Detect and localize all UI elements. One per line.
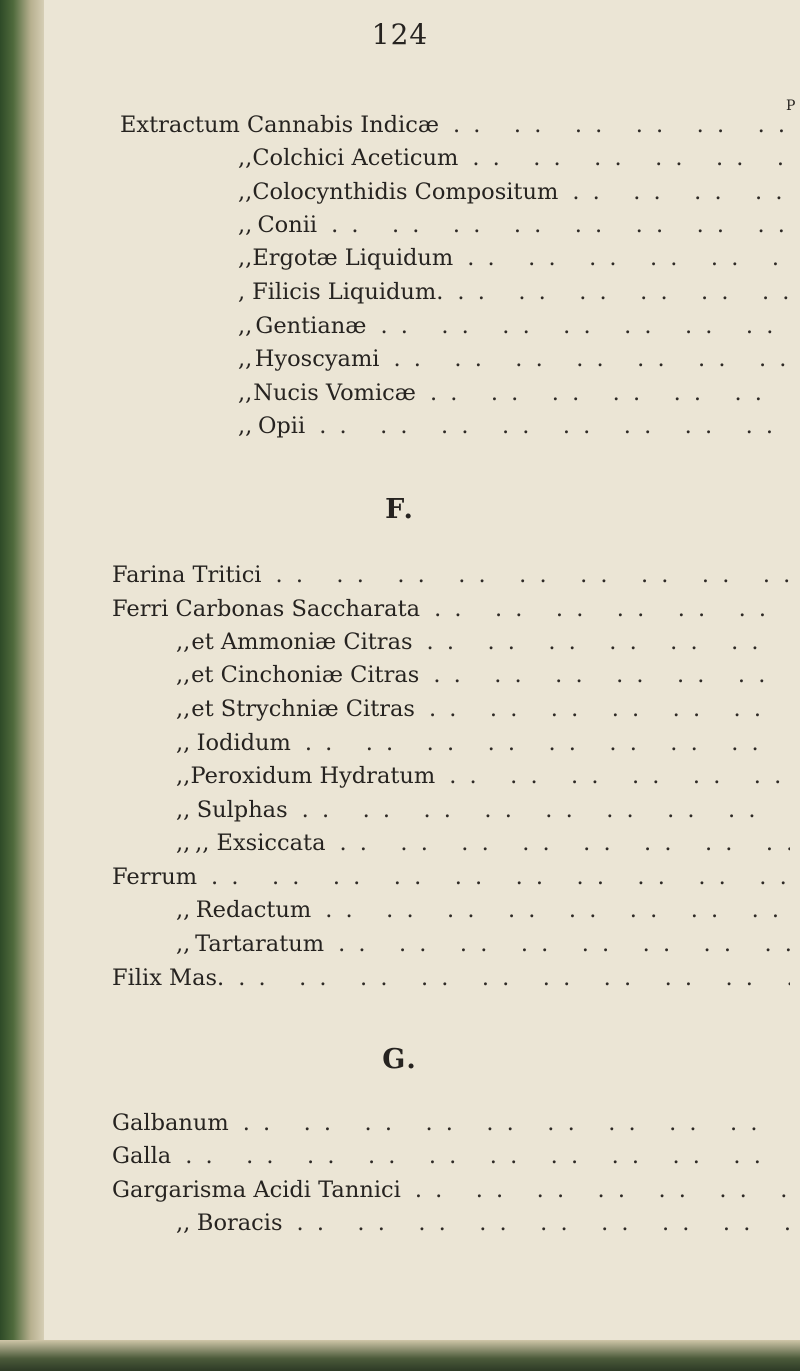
dot-leader: [331, 212, 790, 238]
index-entry: [238, 179, 790, 213]
ditto-mark: ,,: [238, 179, 253, 205]
dot-leader: [302, 797, 790, 823]
dot-leader: [434, 596, 790, 622]
entry-label: Galla: [112, 1143, 172, 1169]
dot-leader: [393, 346, 790, 372]
dot-leader: [453, 112, 790, 138]
index-entry: [176, 696, 790, 730]
entry-label: Ferrum: [112, 864, 198, 890]
entry-label: ,, Exsiccata: [195, 830, 326, 856]
dot-leader: [238, 965, 790, 991]
entry-label: Hyoscyami: [254, 346, 380, 372]
entry-label: Colchici Aceticum: [252, 145, 459, 171]
ditto-mark: ,,: [176, 730, 191, 756]
ditto-mark: ,,: [238, 380, 253, 406]
entry-label: Peroxidum Hydratum: [190, 763, 436, 789]
dot-leader: [427, 629, 790, 655]
entry-label: Colocynthidis Compositum: [252, 179, 559, 205]
section-heading: G.: [382, 1044, 418, 1075]
ditto-mark: ,,: [176, 1210, 191, 1236]
entry-label: Gentianæ: [255, 313, 367, 339]
dot-leader: [243, 1110, 790, 1136]
ditto-mark: ,,: [176, 897, 191, 923]
index-entry: [176, 797, 790, 831]
dot-leader: [467, 245, 790, 271]
ditto-mark: ,,: [176, 763, 191, 789]
entry-label: Filicis Liquidum.: [252, 279, 444, 305]
index-entry: [176, 629, 790, 663]
dot-leader: [572, 179, 790, 205]
index-entry: [112, 965, 790, 999]
index-entry: [176, 730, 790, 764]
ditto-mark: ,,: [176, 662, 191, 688]
entry-label: Iodidum: [196, 730, 291, 756]
entry-label: Conii: [257, 212, 318, 238]
index-entry: [238, 245, 790, 279]
index-entry: [176, 1210, 790, 1244]
dot-leader: [472, 145, 790, 171]
dot-leader: [211, 864, 790, 890]
dot-leader: [449, 763, 790, 789]
index-entry: [176, 931, 790, 965]
index-entry: [112, 1143, 790, 1177]
dot-leader: [457, 279, 790, 305]
dot-leader: [185, 1143, 790, 1169]
ditto-mark: ,,: [238, 212, 253, 238]
ditto-mark: ,,: [238, 313, 253, 339]
index-entry: [238, 279, 790, 313]
index-entry: [112, 1110, 790, 1144]
page-bottom-edge: [0, 1340, 800, 1371]
book-binding: [0, 0, 44, 1371]
index-entry: [120, 112, 790, 146]
ditto-mark: ,,: [238, 346, 253, 372]
entry-label: Ergotæ Liquidum: [252, 245, 454, 271]
dot-leader: [319, 413, 790, 439]
entry-label: Sulphas: [196, 797, 288, 823]
ditto-mark: ,,: [238, 145, 253, 171]
entry-label: Ferri Carbonas Saccharata: [112, 596, 421, 622]
index-entry: [238, 380, 790, 414]
ditto-mark: ,,: [176, 797, 191, 823]
index-entry: [238, 145, 790, 179]
dot-leader: [430, 380, 790, 406]
dot-leader: [325, 897, 790, 923]
index-entry: [238, 413, 790, 447]
entry-label: Farina Tritici: [112, 562, 262, 588]
index-entry: [238, 212, 790, 246]
page-number: 124: [371, 18, 429, 51]
index-entry: [112, 562, 790, 596]
entry-label: Opii: [257, 413, 306, 439]
entry-label: Gargarisma Acidi Tannici: [112, 1177, 401, 1203]
dot-leader: [297, 1210, 790, 1236]
entry-label: et Strychniæ Citras: [191, 696, 415, 722]
index-entry: [238, 313, 790, 347]
dot-leader: [415, 1177, 790, 1203]
dot-leader: [276, 562, 790, 588]
ditto-mark: ,,: [176, 931, 191, 957]
entry-label: Boracis: [196, 1210, 283, 1236]
ditto-mark: ,,: [176, 629, 191, 655]
entry-label: et Ammoniæ Citras: [191, 629, 413, 655]
index-entry: [176, 830, 790, 864]
entry-label: Tartaratum: [195, 931, 325, 957]
ditto-mark: ,,: [238, 413, 253, 439]
index-entry: [176, 897, 790, 931]
index-entry: [112, 1177, 790, 1211]
ditto-mark: ,,: [238, 245, 253, 271]
ditto-mark: ,,: [176, 830, 191, 856]
index-entry: [176, 662, 790, 696]
index-entry: [238, 346, 790, 380]
index-entry: [112, 864, 790, 898]
entry-label: Galbanum: [112, 1110, 229, 1136]
corner-mark: P: [786, 98, 796, 114]
index-entry: [112, 596, 790, 630]
dot-leader: [305, 730, 790, 756]
entry-label: Redactum: [195, 897, 312, 923]
ditto-mark: ,: [238, 279, 246, 305]
dot-leader: [338, 931, 790, 957]
section-heading: F.: [385, 494, 415, 525]
dot-leader: [433, 662, 790, 688]
entry-label: Extractum Cannabis Indicæ: [120, 112, 439, 138]
dot-leader: [339, 830, 790, 856]
dot-leader: [380, 313, 790, 339]
ditto-mark: ,,: [176, 696, 191, 722]
entry-label: Filix Mas.: [112, 965, 225, 991]
dot-leader: [429, 696, 790, 722]
entry-label: et Cinchoniæ Citras: [191, 662, 420, 688]
index-entry: [176, 763, 790, 797]
entry-label: Nucis Vomicæ: [253, 380, 416, 406]
